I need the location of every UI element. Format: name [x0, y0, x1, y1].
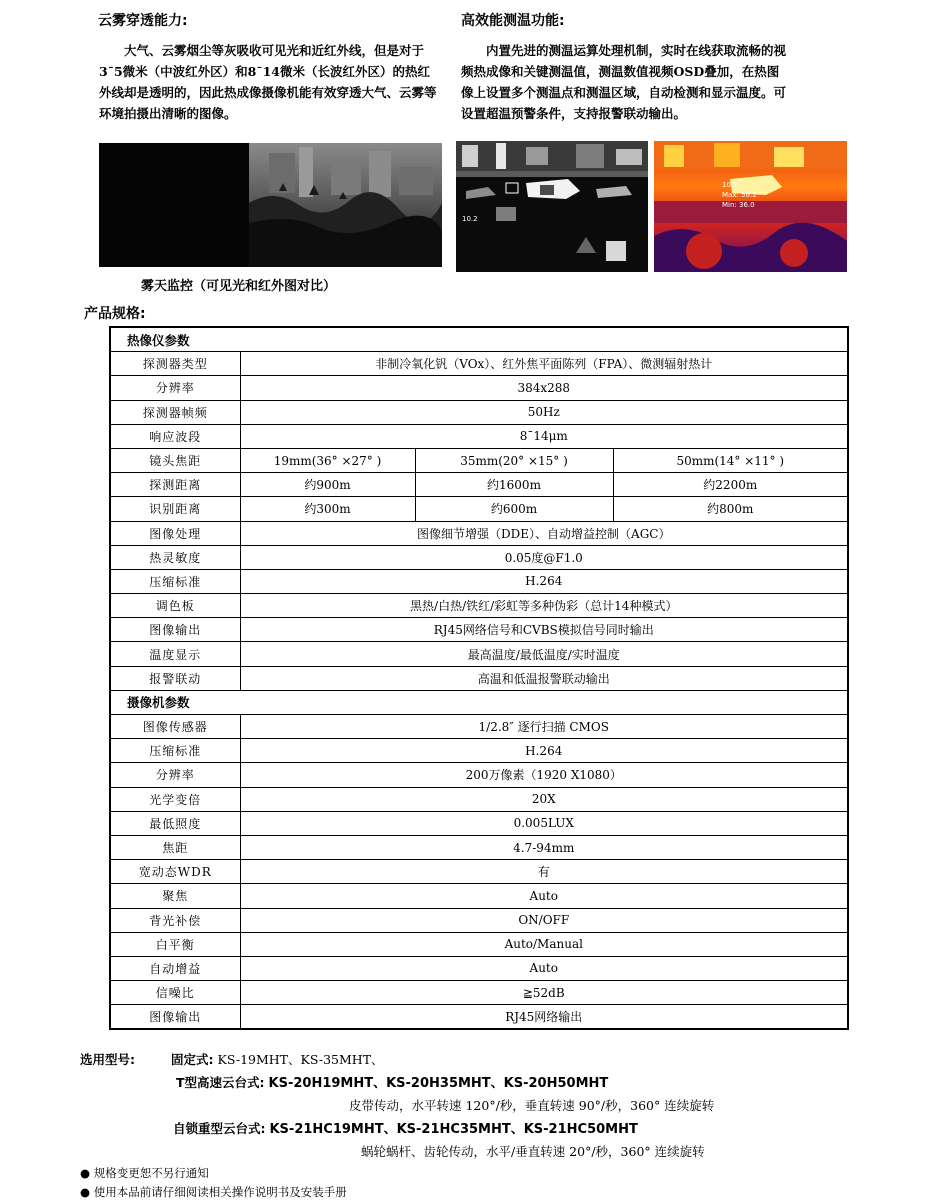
- row-value: Auto: [240, 884, 848, 908]
- note-1-text: 规格变更恕不另行通知: [93, 1166, 209, 1180]
- row-value: 50Hz: [240, 400, 848, 424]
- table-row: [110, 569, 848, 593]
- row-value: 4.7-94mm: [240, 835, 848, 859]
- row-label: 图像处理: [110, 521, 240, 545]
- table-row: [110, 835, 848, 859]
- row-value: 384x288: [240, 376, 848, 400]
- row-value: 有: [240, 860, 848, 884]
- fog-paragraph-text: 大气、云雾烟尘等灰吸收可见光和近红外线，但是对于3¯5微米（中波红外区）和8¯14微米（长波红外区）的热红外线却是透明的，因此热成像摄像机能有效穿透大气、云雾等环境拍摄出清晰的图像。: [99, 43, 437, 121]
- note-2: [80, 1184, 347, 1200]
- lens-cell: 约800m: [613, 497, 848, 521]
- row-value: H.264: [240, 569, 848, 593]
- note-1: [80, 1165, 209, 1181]
- fog-comparison-graphic: [99, 143, 442, 267]
- row-label: 探测距离: [110, 473, 240, 497]
- row-value: RJ45网络输出: [240, 1005, 848, 1030]
- row-label: 焦距: [110, 835, 240, 859]
- row-value: 黑热/白热/铁红/彩虹等多种伪彩（总计14种模式）: [240, 594, 848, 618]
- table-row: [110, 594, 848, 618]
- models-fixed-values: KS-19MHT、KS-35MHT、: [217, 1052, 384, 1067]
- row-value: 高温和低温报警联动输出: [240, 666, 848, 690]
- bullet-icon: ●: [80, 1185, 91, 1199]
- row-label: 分辨率: [110, 763, 240, 787]
- row-value: Auto: [240, 956, 848, 980]
- thermal-osd-min: Min: 36.0: [722, 201, 755, 209]
- thermal-osd-text: 10.2: [462, 215, 478, 223]
- table-row: [110, 715, 848, 739]
- row-label: 信噪比: [110, 981, 240, 1005]
- table-row: [110, 811, 848, 835]
- models-t: [176, 1072, 608, 1095]
- row-label: 图像传感器: [110, 715, 240, 739]
- spec-heading: 产品规格:: [84, 306, 146, 322]
- row-label: 温度显示: [110, 642, 240, 666]
- row-label: 探测器类型: [110, 352, 240, 376]
- thermal-color-image: [654, 141, 847, 272]
- row-value: 20X: [240, 787, 848, 811]
- models-t-label: T型高速云台式:: [176, 1075, 265, 1090]
- thermal-section-header: 热像仪参数: [110, 327, 848, 352]
- table-row: [110, 376, 848, 400]
- table-row: [110, 956, 848, 980]
- row-label: 宽动态WDR: [110, 860, 240, 884]
- row-label: 背光补偿: [110, 908, 240, 932]
- bullet-icon: ●: [80, 1166, 91, 1180]
- lens-cell: 约600m: [415, 497, 613, 521]
- row-value: 0.005LUX: [240, 811, 848, 835]
- row-value: 非制冷氧化钒（VOx）、红外焦平面陈列（FPA）、微测辐射热计: [240, 352, 848, 376]
- row-value: ≧52dB: [240, 981, 848, 1005]
- table-row: [110, 932, 848, 956]
- table-row: [110, 497, 848, 521]
- note-2-text: 使用本品前请仔细阅读相关操作说明书及安装手册: [93, 1185, 347, 1199]
- table-row: [110, 763, 848, 787]
- row-label: 镜头焦距: [110, 448, 240, 472]
- lens-cell: 35mm(20° ×15° ): [415, 448, 613, 472]
- table-row: [110, 666, 848, 690]
- lens-cell: 19mm(36° ×27° ): [240, 448, 415, 472]
- row-value: Auto/Manual: [240, 932, 848, 956]
- row-label: 报警联动: [110, 666, 240, 690]
- table-row: [110, 424, 848, 448]
- fog-comparison-image: [99, 143, 442, 267]
- lens-cell: 约1600m: [415, 473, 613, 497]
- table-row: [110, 739, 848, 763]
- lens-cell: 约300m: [240, 497, 415, 521]
- row-value: 1/2.8″ 逐行扫描 CMOS: [240, 715, 848, 739]
- fog-caption: 雾天监控（可见光和红外图对比）: [141, 279, 337, 294]
- table-row: [110, 787, 848, 811]
- table-row: [110, 1005, 848, 1030]
- fog-heading: 云雾穿透能力:: [98, 13, 188, 29]
- row-value: 200万像素（1920 X1080）: [240, 763, 848, 787]
- row-label: 识别距离: [110, 497, 240, 521]
- fog-paragraph: [99, 40, 440, 124]
- table-row: [110, 981, 848, 1005]
- table-row: [110, 860, 848, 884]
- row-label: 图像输出: [110, 618, 240, 642]
- table-row: [110, 642, 848, 666]
- lens-cell: 约2200m: [613, 473, 848, 497]
- models-lock: [173, 1118, 638, 1141]
- row-label: 聚焦: [110, 884, 240, 908]
- lens-cell: 约900m: [240, 473, 415, 497]
- row-label: 调色板: [110, 594, 240, 618]
- thermal-grayscale-image: [456, 141, 648, 272]
- thermal-section-header-row: [110, 327, 848, 352]
- row-value: 最高温度/最低温度/实时温度: [240, 642, 848, 666]
- lens-cell: 50mm(14° ×11° ): [613, 448, 848, 472]
- thermal-grayscale-graphic: [456, 141, 648, 272]
- row-label: 自动增益: [110, 956, 240, 980]
- models-fixed-label: 固定式:: [171, 1052, 214, 1067]
- thermal-osd-temp: 10.2: [722, 181, 738, 189]
- models-t-values: KS-20H19MHT、KS-20H35MHT、KS-20H50MHT: [268, 1076, 609, 1091]
- table-row: [110, 521, 848, 545]
- row-label: 最低照度: [110, 811, 240, 835]
- thermal-osd-max: Max: 56.2: [722, 191, 757, 199]
- table-row: [110, 884, 848, 908]
- row-label: 分辨率: [110, 376, 240, 400]
- row-value: 8¯14μm: [240, 424, 848, 448]
- temp-paragraph: [461, 40, 791, 124]
- table-row: [110, 545, 848, 569]
- row-value: RJ45网络信号和CVBS模拟信号同时输出: [240, 618, 848, 642]
- table-row: [110, 908, 848, 932]
- models-label: 选用型号:: [80, 1052, 135, 1067]
- table-row: [110, 400, 848, 424]
- row-value: ON/OFF: [240, 908, 848, 932]
- row-label: 光学变倍: [110, 787, 240, 811]
- row-label: 探测器帧频: [110, 400, 240, 424]
- row-value: 0.05度@F1.0: [240, 545, 848, 569]
- row-label: 响应波段: [110, 424, 240, 448]
- table-row: [110, 448, 848, 472]
- thermal-color-graphic: [654, 141, 847, 272]
- camera-section-header-row: [110, 690, 848, 714]
- row-value: 图像细节增强（DDE）、自动增益控制（AGC）: [240, 521, 848, 545]
- models-t-desc: 皮带传动，水平转速 120°/秒，垂直转速 90°/秒，360° 连续旋转: [349, 1098, 715, 1113]
- table-row: [110, 352, 848, 376]
- row-label: 压缩标准: [110, 569, 240, 593]
- temp-heading: 高效能测温功能:: [461, 13, 565, 29]
- models-lock-label: 自锁重型云台式:: [173, 1121, 266, 1136]
- row-value: H.264: [240, 739, 848, 763]
- temp-paragraph-text: 内置先进的测温运算处理机制，实时在线获取流畅的视频热成像和关键测温值，测温数值视频OSD叠加，在热图像上设置多个测温点和测温区域，自动检测和显示温度。可设置超温预警条件，支持报警联动输出。: [461, 43, 787, 121]
- row-label: 热灵敏度: [110, 545, 240, 569]
- models-lock-values: KS-21HC19MHT、KS-21HC35MHT、KS-21HC50MHT: [269, 1122, 638, 1137]
- camera-section-header: 摄像机参数: [110, 690, 848, 714]
- spec-table: [109, 326, 849, 1030]
- models-lock-desc: 蜗轮蜗杆、齿轮传动，水平/垂直转速 20°/秒，360° 连续旋转: [361, 1144, 705, 1159]
- row-label: 白平衡: [110, 932, 240, 956]
- row-label: 压缩标准: [110, 739, 240, 763]
- table-row: [110, 473, 848, 497]
- models-fixed: [171, 1049, 384, 1071]
- table-row: [110, 618, 848, 642]
- row-label: 图像输出: [110, 1005, 240, 1030]
